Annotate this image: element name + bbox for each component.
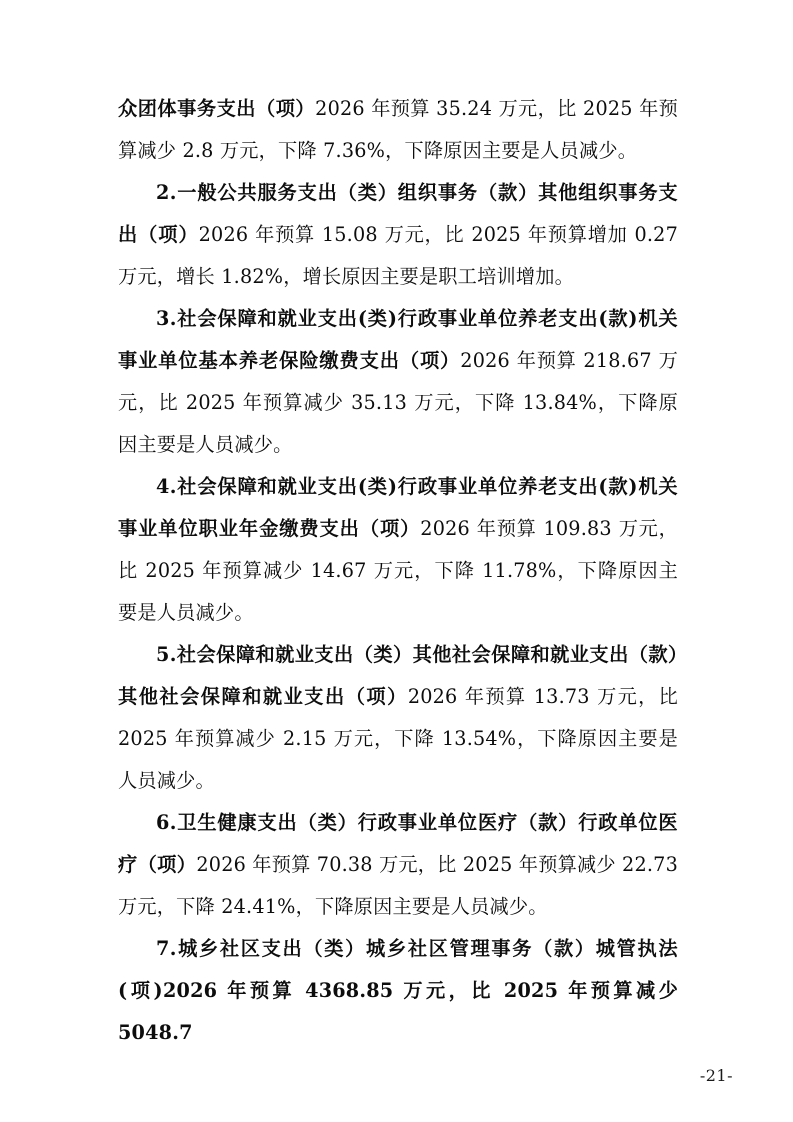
paragraph-lead: 3.社会保障和就业支出(类)行政事业单位养老支出(款)机关事业单位基本养老保险缴费支出（项）	[118, 307, 678, 372]
paragraph-item-7	[118, 928, 678, 1054]
paragraph-body: 2026 年预算 218.67 万元，比 2025 年预算减少 35.13 万元，下降 13.84%，下降原因主要是人员减少。	[118, 349, 678, 456]
paragraph-item-3	[118, 298, 678, 466]
paragraph-item-2	[118, 172, 678, 298]
paragraph-body: 2026 年预算 4368.85 万元，比 2025 年预算减少 5048.7	[118, 979, 678, 1044]
paragraph-continuation	[118, 88, 678, 172]
paragraph-item-4	[118, 466, 678, 634]
paragraph-body: 2026 年预算 109.83 万元，比 2025 年预算减少 14.67 万元，下降 11.78%，下降原因主要是人员减少。	[118, 517, 678, 624]
paragraph-item-6	[118, 802, 678, 928]
paragraph-lead: 7.城乡社区支出（类）城乡社区管理事务（款）城管执法(项)	[118, 937, 678, 1002]
paragraph-lead: 5.社会保障和就业支出（类）其他社会保障和就业支出（款）其他社会保障和就业支出（项）	[118, 643, 678, 708]
page-number: -21-	[699, 1066, 733, 1085]
paragraph-body: 2026 年预算 35.24 万元，比 2025 年预算减少 2.8 万元，下降 7.36%，下降原因主要是人员减少。	[118, 97, 678, 162]
paragraph-body: 2026 年预算 15.08 万元，比 2025 年预算增加 0.27 万元，增长 1.82%，增长原因主要是职工培训增加。	[118, 223, 678, 288]
paragraph-body: 2026 年预算 13.73 万元，比 2025 年预算减少 2.15 万元，下降 13.54%，下降原因主要是人员减少。	[118, 685, 678, 792]
paragraph-body: 2026 年预算 70.38 万元，比 2025 年预算减少 22.73 万元，下降 24.41%，下降原因主要是人员减少。	[118, 853, 678, 918]
paragraph-item-5	[118, 634, 678, 802]
paragraph-lead: 众团体事务支出（项）	[118, 97, 316, 120]
paragraph-lead: 6.卫生健康支出（类）行政事业单位医疗（款）行政单位医疗（项）	[118, 811, 678, 876]
paragraph-lead: 2.一般公共服务支出（类）组织事务（款）其他组织事务支出（项）	[118, 181, 678, 246]
paragraph-lead: 4.社会保障和就业支出(类)行政事业单位养老支出(款)机关事业单位职业年金缴费支出（项）	[118, 475, 678, 540]
document-body	[118, 88, 678, 1054]
